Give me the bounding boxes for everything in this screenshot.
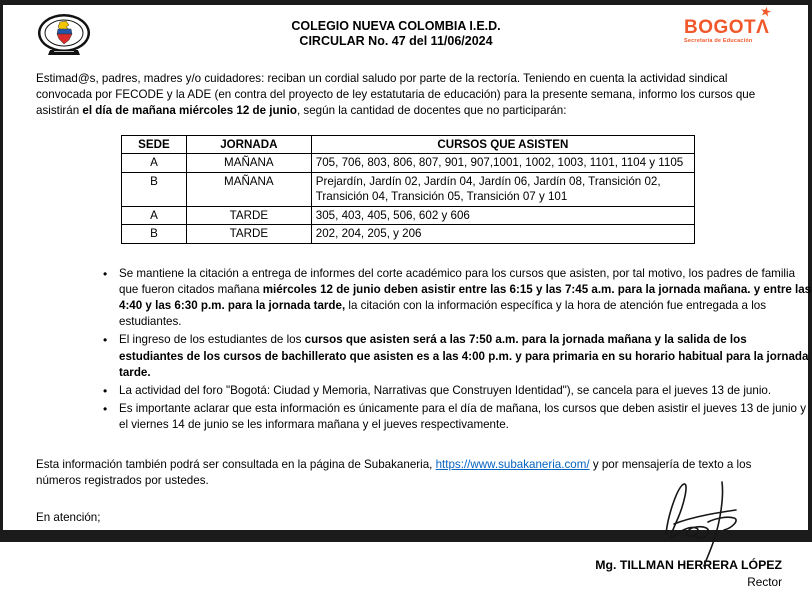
col-header-cursos: CURSOS QUE ASISTEN [311,135,694,154]
header [36,2,784,64]
cell-sede: A [122,154,187,173]
list-item [102,401,812,433]
bogota-caption: Secretaría de Educación [684,38,753,44]
salutation: En atención; [36,511,101,525]
table-row [122,154,695,173]
list-item [102,332,812,381]
bogota-wordmark: BOGOTΛ [684,17,770,38]
cell-cursos: 305, 403, 405, 506, 602 y 606 [311,206,694,225]
bullet-bold-text: cursos que asisten será a las 7:50 a.m. para la jornada mañana y la salida de los estudiantes de los cursos de bachillerato que asisten es a las 4:00 p.m. y para primaria en su horario habitual para la jornada tarde. [119,333,809,379]
signer-role: Rector [747,575,782,590]
cell-jornada: MAÑANA [186,154,311,173]
bogota-logo [684,2,784,44]
signature-block [522,524,782,589]
bogota-star-icon: ★ [758,2,774,21]
bullet-bold-text: miércoles 12 de junio deben asistir entre las 6:15 y las 7:45 a.m. para la jornada mañana. y entre las 4:40 y las 6:30 p.m. para la jornada tarde, [119,282,812,313]
notes-list [102,266,812,434]
cell-sede: A [122,206,187,225]
cell-jornada: MAÑANA [186,172,311,206]
col-header-jornada: JORNADA [186,135,311,154]
cell-jornada: TARDE [186,206,311,225]
cell-sede: B [122,225,187,244]
signer-name: Mg. TILLMAN HERRERA LÓPEZ [595,558,782,573]
bullet-text: la citación con la información específica y la hora de atención fue entregada a los estudiantes. [119,299,767,329]
cell-cursos: 705, 706, 803, 806, 807, 901, 907,1001, 1002, 1003, 1101, 1104 y 1105 [311,154,694,173]
extra-info-paragraph [36,457,784,489]
bullet-text: La actividad del foro "Bogotá: Ciudad y Memoria, Narrativas que Construyen Identidad"), se cancela para el jueves 13 de junio. [119,384,772,398]
school-seal-icon [36,11,108,64]
table-header-row [122,135,695,154]
header-titles [108,11,684,49]
bullet-text: El ingreso de los estudiantes de los [119,333,305,347]
intro-text-1: Estimad@s, padres, madres y/o cuidadores: reciban un cordial saludo por parte de la rectoría. Teniendo en cuenta la actividad sindical convocada por FECODE y la ADE (en contra del proyecto de ley estatutaria de educación) para la presente semana, informo los cursos que asistirán [36,72,756,118]
table-row [122,225,695,244]
circular-title: CIRCULAR No. 47 del 11/06/2024 [299,34,493,48]
table-row [122,172,695,206]
intro-bold-date: el día de mañana miércoles 12 de junio [82,104,297,118]
circular-page [3,2,812,590]
cell-jornada: TARDE [186,225,311,244]
table-row [122,206,695,225]
cell-sede: B [122,172,187,206]
cell-cursos: Prejardín, Jardín 02, Jardín 04, Jardín 06, Jardín 08, Transición 02, Transición 04, Transición 05, Transición 07 y 101 [311,172,694,206]
info-text-1: Esta información también podrá ser consultada en la página de Subakaneria, [36,457,436,471]
info-text-2: y por mensajería de texto a los números registrados por ustedes. [36,457,752,487]
intro-paragraph [36,71,784,120]
cell-cursos: 202, 204, 205, y 206 [311,225,694,244]
list-item [102,383,812,399]
handwritten-signature [644,478,754,570]
courses-table [121,135,695,244]
list-item [102,266,812,331]
intro-text-2: , según la cantidad de docentes que no participarán: [296,104,567,118]
signature-area [36,524,784,614]
bullet-text: Es importante aclarar que esta información es únicamente para el día de mañana, los cursos que deben asistir el jueves 13 de junio y el viernes 14 de junio se les informara mañana y el jueves respectivamente. [119,402,807,432]
col-header-sede: SEDE [122,135,187,154]
subakaneria-link[interactable]: https://www.subakaneria.com/ [435,457,590,471]
bullet-text: Se mantiene la citación a entrega de informes del corte académico para los cursos que asisten, por tal motivo, los padres de familia que fueron citados mañana [119,266,796,296]
school-name: COLEGIO NUEVA COLOMBIA I.E.D. [291,19,501,33]
